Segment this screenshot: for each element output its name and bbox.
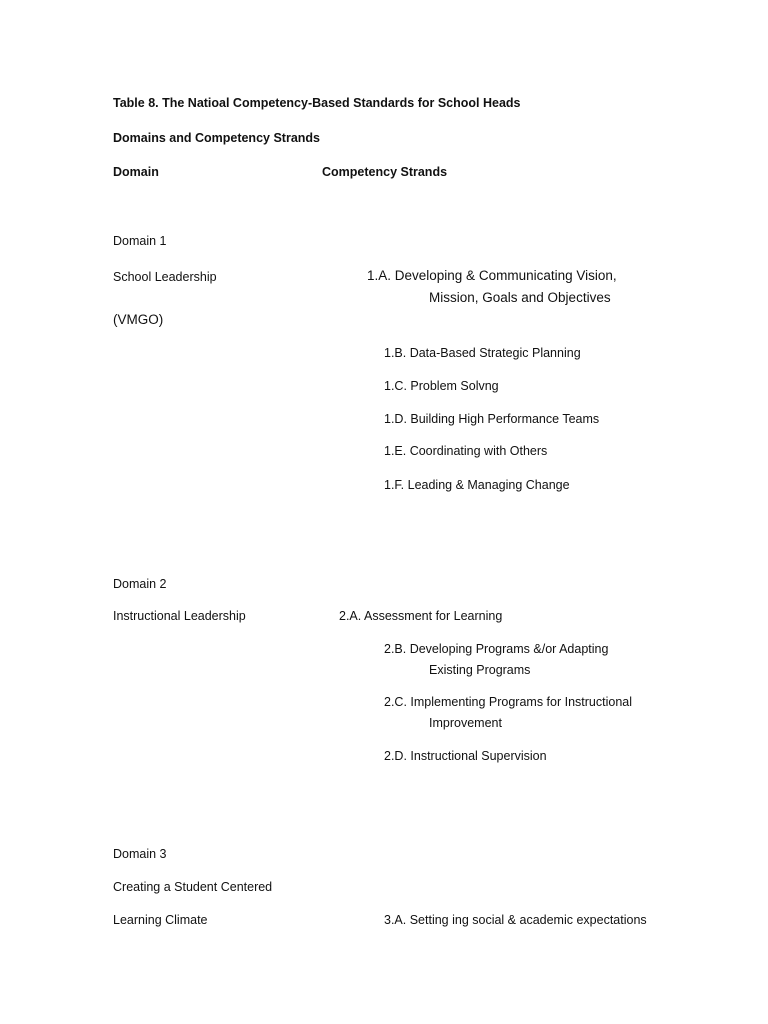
strand-1c: 1.C. Problem Solvng <box>384 379 499 393</box>
strand-1e: 1.E. Coordinating with Others <box>384 444 548 458</box>
strand-3a: 3.A. Setting ing social & academic expectations <box>384 913 647 927</box>
strand-1f: 1.F. Leading & Managing Change <box>384 478 570 492</box>
domain-1-name-continued: (VMGO) <box>113 312 164 327</box>
strand-1d: 1.D. Building High Performance Teams <box>384 412 600 426</box>
domain-2-name: Instructional Leadership <box>113 609 246 623</box>
domain-1-name: School Leadership <box>113 270 217 284</box>
domain-3-label: Domain 3 <box>113 847 167 861</box>
domain-3-name: Creating a Student Centered <box>113 880 273 894</box>
strand-2b-continued: Existing Programs <box>429 663 531 677</box>
strand-1b: 1.B. Data-Based Strategic Planning <box>384 346 581 360</box>
strand-1a: 1.A. Developing & Communicating Vision, <box>367 268 617 283</box>
strand-2b: 2.B. Developing Programs &/or Adapting <box>384 642 609 656</box>
strand-2a: 2.A. Assessment for Learning <box>339 609 503 623</box>
strand-2c: 2.C. Implementing Programs for Instructional <box>384 695 633 709</box>
column-header-domain: Domain <box>113 165 159 179</box>
strand-2d: 2.D. Instructional Supervision <box>384 749 547 763</box>
domain-3-name-continued: Learning Climate <box>113 913 208 927</box>
strand-2c-continued: Improvement <box>429 716 502 730</box>
section-heading: Domains and Competency Strands <box>113 131 320 145</box>
domain-2-label: Domain 2 <box>113 577 167 591</box>
column-header-strands: Competency Strands <box>322 165 448 179</box>
strand-1a-continued: Mission, Goals and Objectives <box>429 290 611 305</box>
table-caption: Table 8. The Natioal Competency-Based Standards for School Heads <box>113 96 521 110</box>
domain-1-label: Domain 1 <box>113 234 167 248</box>
